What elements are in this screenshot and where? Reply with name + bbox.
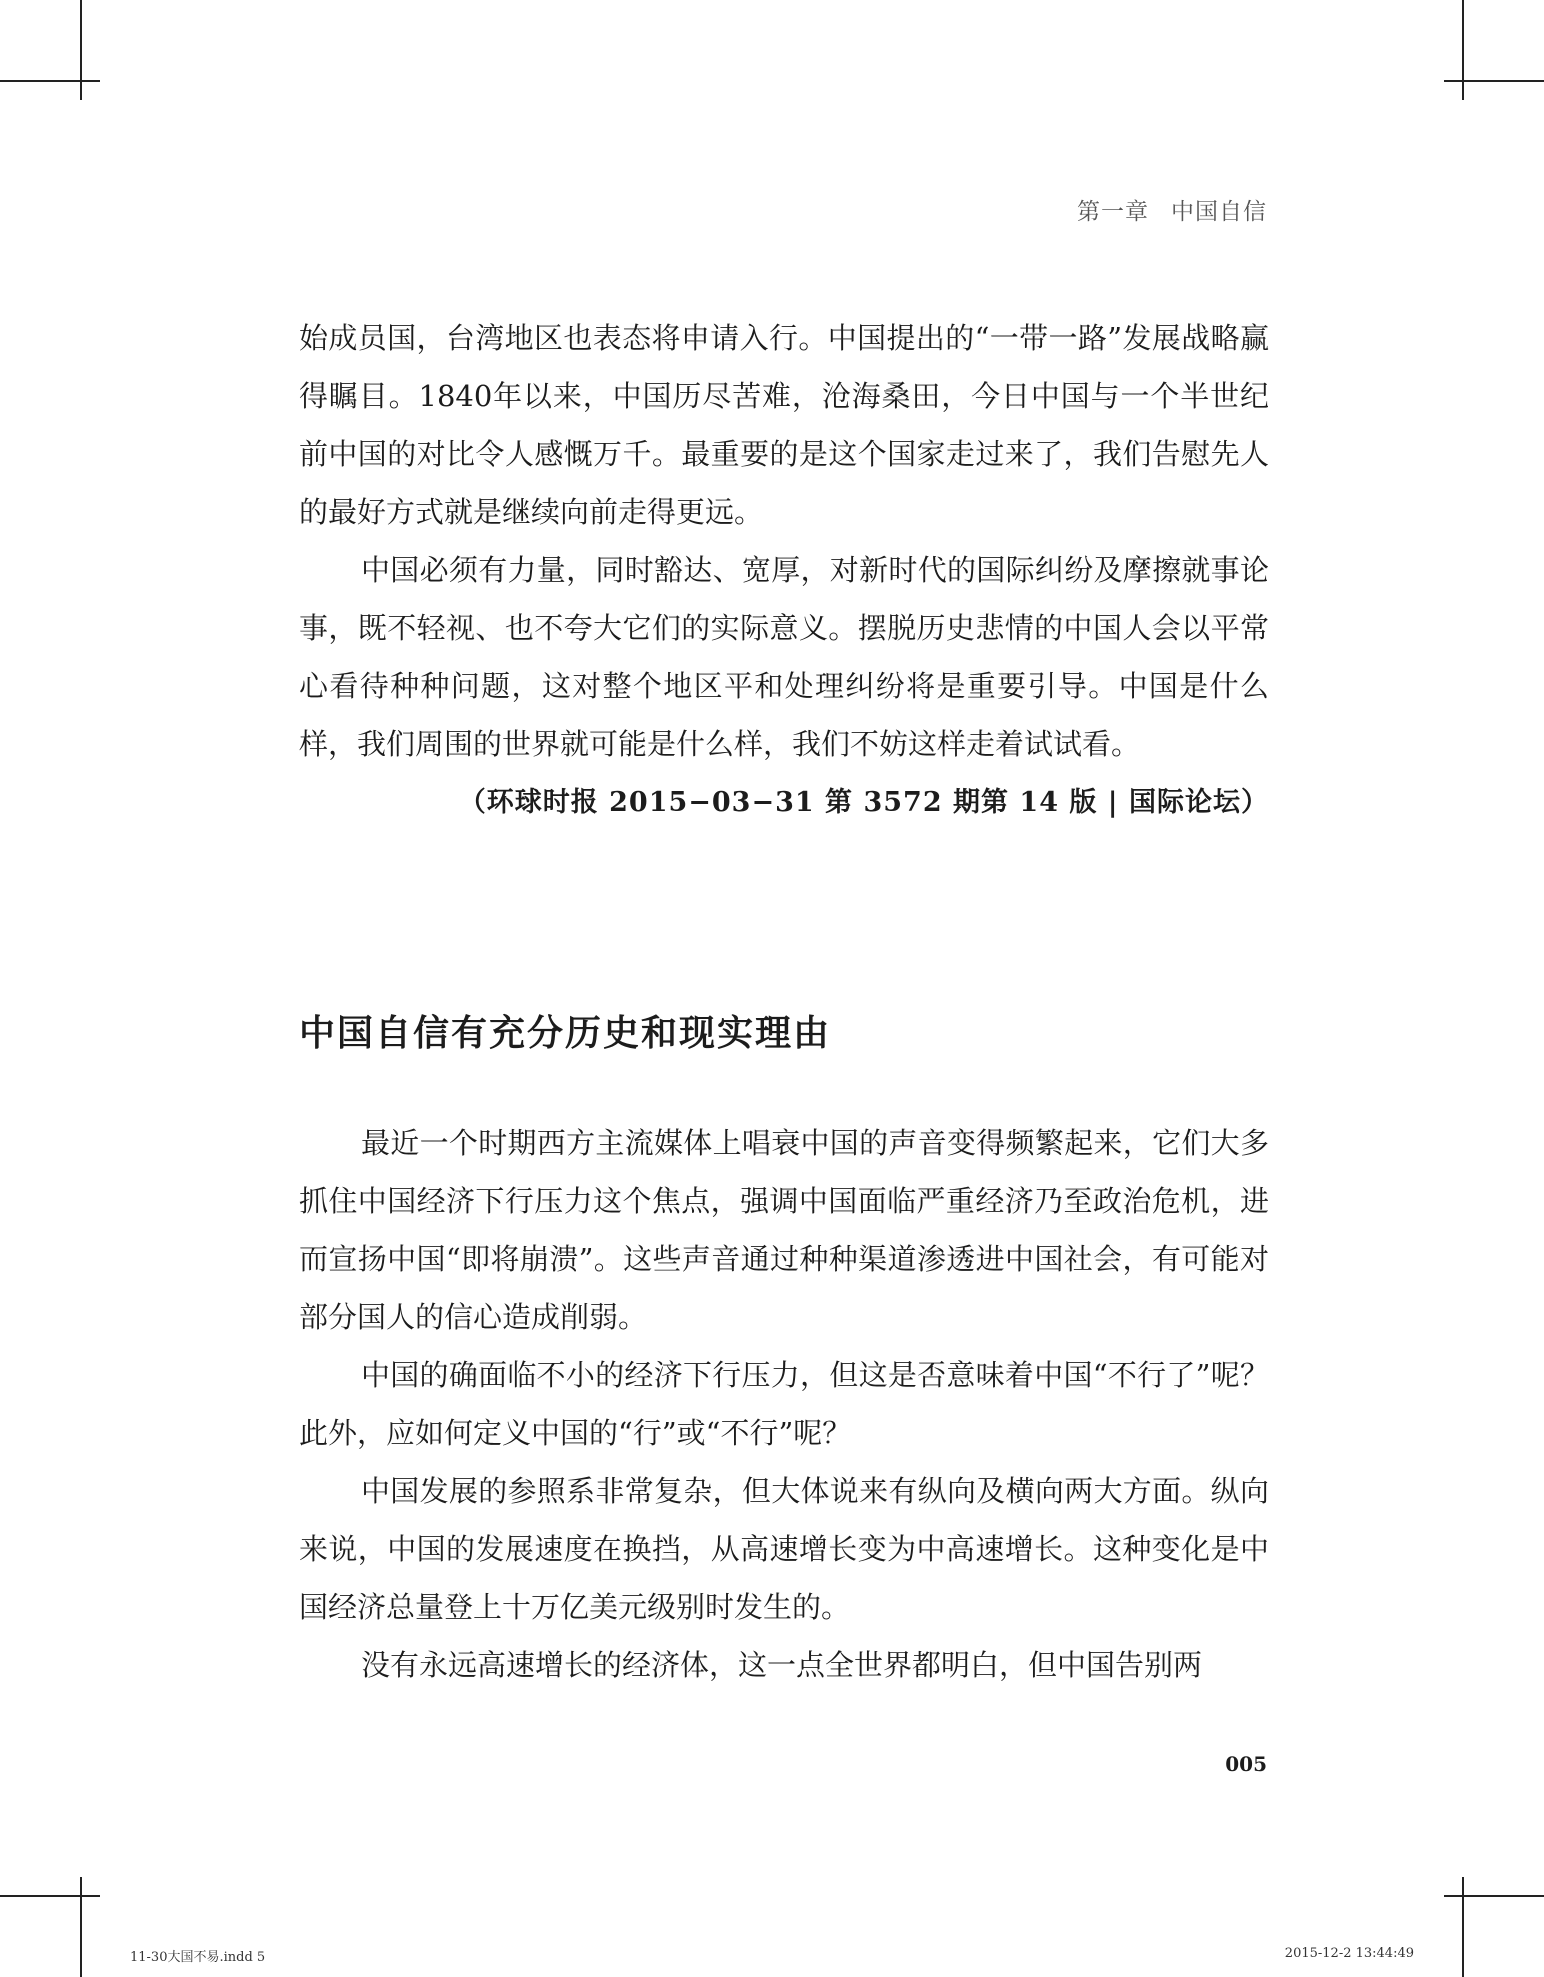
paragraph: 中国的确面临不小的经济下行压力，但这是否意味着中国“不行了”呢？此外，应如何定义中国的“行”或“不行”呢？ [299, 1358, 1269, 1450]
paragraph: 没有永远高速增长的经济体，这一点全世界都明白，但中国告别两 [361, 1648, 1203, 1682]
crop-mark [1444, 80, 1544, 82]
crop-mark [1444, 1895, 1544, 1897]
crop-mark [1462, 0, 1464, 100]
running-header [1077, 193, 1267, 226]
paragraph: 最近一个时期西方主流媒体上唱衰中国的声音变得频繁起来，它们大多抓住中国经济下行压力这个焦点，强调中国面临严重经济乃至政治危机，进而宣扬中国“即将崩溃”。这些声音通过种种渠道渗透进中国社会，有可能对部分国人的信心造成削弱。 [299, 1126, 1269, 1334]
chapter-label: 第一章 [1077, 199, 1149, 225]
section-1 [299, 309, 1269, 823]
section-2 [299, 1114, 1269, 1694]
crop-mark [1462, 1877, 1464, 1977]
crop-mark [80, 1877, 82, 1977]
paragraph: 始成员国，台湾地区也表态将申请入行。中国提出的“一带一路”发展战略赢得瞩目。1840年以来，中国历尽苦难，沧海桑田，今日中国与一个半世纪前中国的对比令人感慨万千。最重要的是这个国家走过来了，我们告慰先人的最好方式就是继续向前走得更远。 [299, 321, 1269, 529]
crop-mark [0, 1895, 100, 1897]
paragraph: 中国必须有力量，同时豁达、宽厚，对新时代的国际纠纷及摩擦就事论事，既不轻视、也不夸大它们的实际意义。摆脱历史悲情的中国人会以平常心看待种种问题，这对整个地区平和处理纠纷将是重要引导。中国是什么样，我们周围的世界就可能是什么样，我们不妨这样走着试试看。 [299, 553, 1269, 761]
paragraph: 中国发展的参照系非常复杂，但大体说来有纵向及横向两大方面。纵向来说，中国的发展速度在换挡，从高速增长变为中高速增长。这种变化是中国经济总量登上十万亿美元级别时发生的。 [299, 1474, 1269, 1624]
page-number: 005 [1225, 1752, 1267, 1776]
slug-timestamp: 2015-12-2 13:44:49 [1284, 1946, 1414, 1961]
crop-mark [80, 0, 82, 100]
slug-file: 11-30大国不易.indd 5 [130, 1950, 266, 1965]
source-citation: （环球时报 2015−03−31 第 3572 期第 14 版 | 国际论坛） [458, 787, 1269, 818]
crop-mark [0, 80, 100, 82]
section-title: 中国自信有充分历史和现实理由 [299, 1013, 832, 1054]
chapter-title: 中国自信 [1171, 199, 1267, 225]
